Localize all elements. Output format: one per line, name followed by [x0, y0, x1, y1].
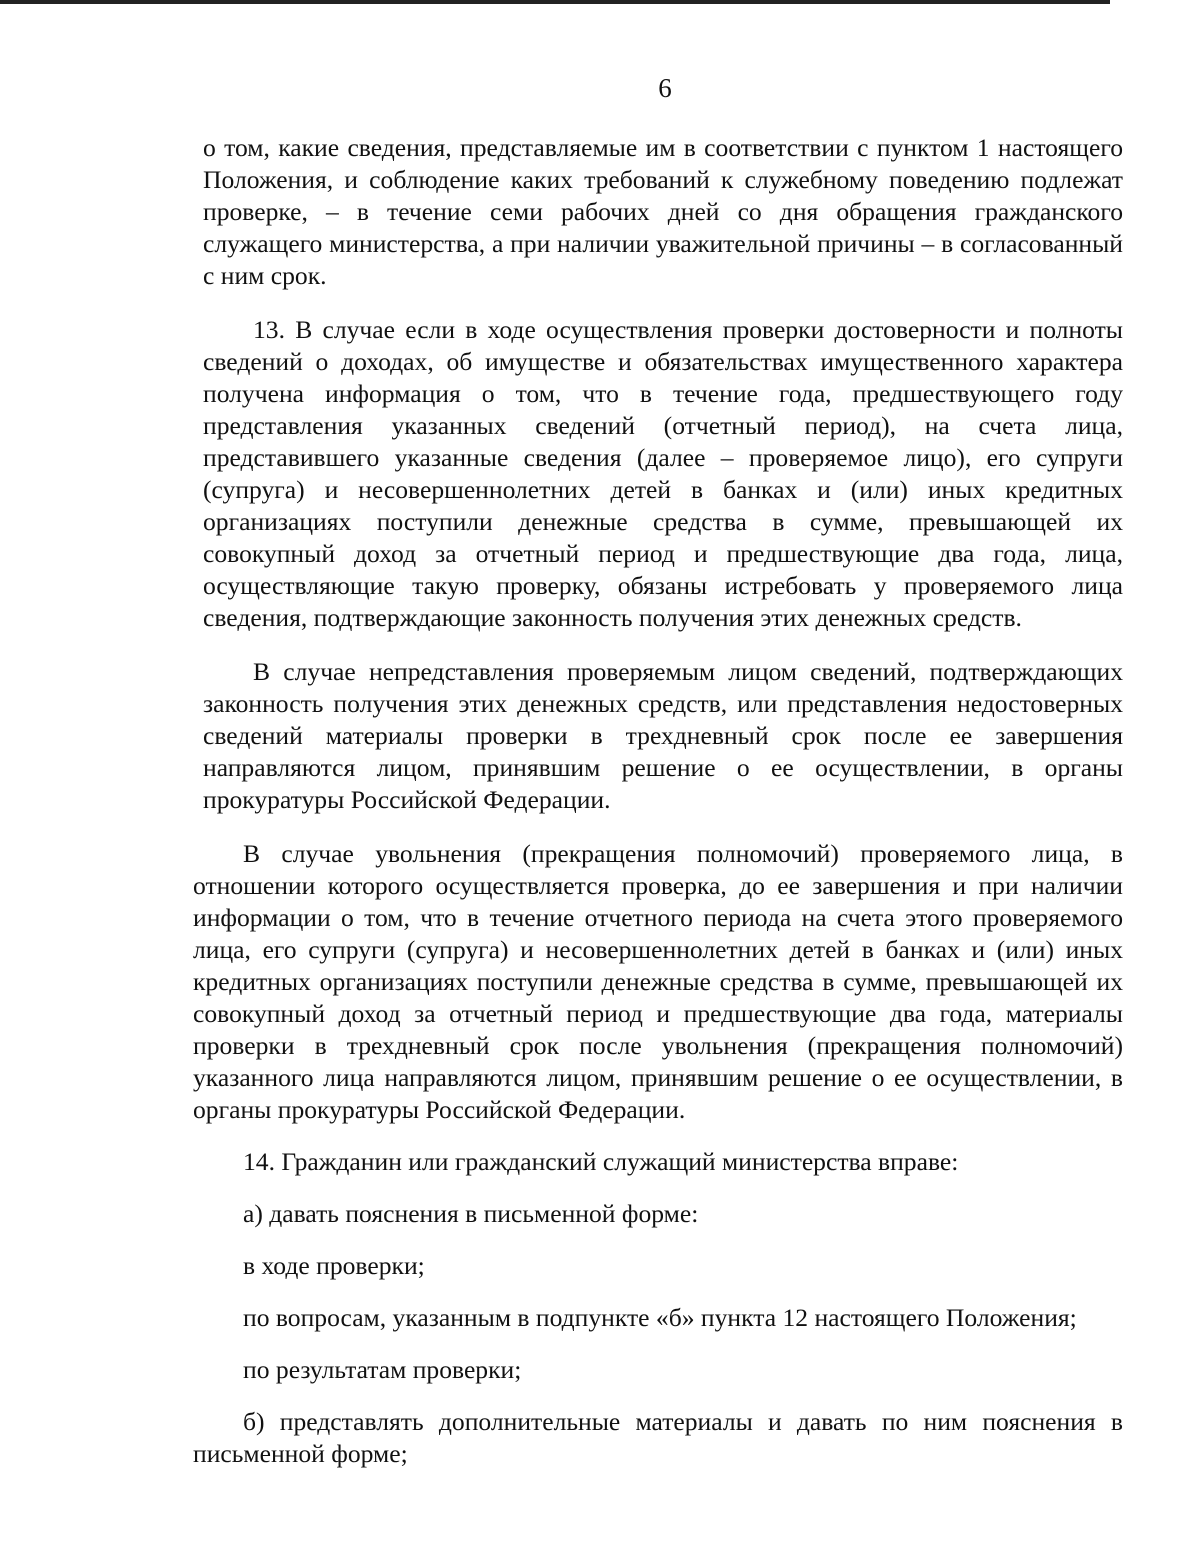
paragraph-continuation: о том, какие сведения, представляемые им в соответствии с пунктом 1 настоящего Положения, и соблюдение каких требований к служебному поведению подлежат проверке, – в течение семи рабочих дней со дня обращения гражданского служащего министерства, а при наличии уважительной причины – в согласованный с ним срок.	[203, 133, 1123, 290]
paragraph-on-questions: по вопросам, указанным в подпункте «б» пункта 12 настоящего Положения;	[243, 1303, 1077, 1332]
paragraph-sub-b: б) представлять дополнительные материалы и давать по ним пояснения в письменной форме;	[193, 1407, 1123, 1468]
paragraph-sub-a: а) давать пояснения в письменной форме:	[243, 1199, 699, 1228]
paragraph-item-13: 13. В случае если в ходе осуществления проверки достоверности и полноты сведений о доходах, об имуществе и обязательствах имущественного характера получена информация о том, что в течение года, предшествующего году представления указанных сведений (отчетный период), на счета лица, представившего указанные сведения (далее – проверяемое лицо), его супруги (супруга) и несовершеннолетних детей в банках и (или) иных кредитных организациях поступили денежные средства в сумме, превышающей их совокупный доход за отчетный период и предшествующие два года, лица, осуществляющие такую проверку, обязаны истребовать у проверяемого лица сведения, подтверждающие законность получения этих денежных средств.	[203, 315, 1123, 632]
paragraph-nonsubmission: В случае непредставления проверяемым лицом сведений, подтверждающих законность получения этих денежных средств, или представления недостоверных сведений материалы проверки в трехдневный срок после ее завершения направляются лицом, принявшим решение о ее осуществлении, в органы прокуратуры Российской Федерации.	[203, 657, 1123, 814]
top-edge-line	[0, 0, 1110, 4]
document-body	[193, 132, 1123, 1470]
paragraph-on-results: по результатам проверки;	[243, 1355, 522, 1384]
paragraph-item-14: 14. Гражданин или гражданский служащий министерства вправе:	[243, 1147, 959, 1176]
paragraph-dismissal: В случае увольнения (прекращения полномочий) проверяемого лица, в отношении которого осуществляется проверка, до ее завершения и при наличии информации о том, что в течение отчетного периода на счета этого проверяемого лица, его супруги (супруга) и несовершеннолетних детей в банках и (или) иных кредитных организациях поступили денежные средства в сумме, превышающей их совокупный доход за отчетный период и предшествующие два года, материалы проверки в трехдневный срок после увольнения (прекращения полномочий) указанного лица направляются лицом, принявшим решение о ее осуществлении, в органы прокуратуры Российской Федерации.	[193, 839, 1123, 1124]
paragraph-during-check: в ходе проверки;	[243, 1251, 425, 1280]
page-number: 6	[658, 73, 672, 103]
